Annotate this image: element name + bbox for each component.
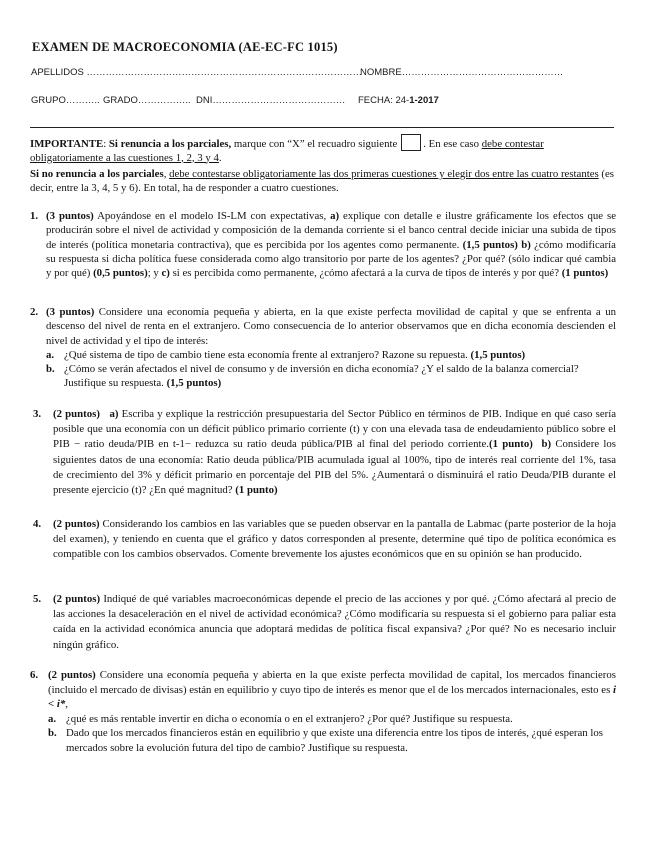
- question-body: (3 puntos) Apoyándose en el modelo IS-LM con expectativas, a) explique con detalle e ilustre gráficamente los efectos que se producirán sobre el nivel de actividad y composición de la demanda corriente si el banco central decide iniciar una subida de tipos de interés (política monetaria contractiva), que es percibida por los agentes como permanente. (1,5 puntos) b) ¿cómo modificaría su respuesta si dicha política fuese considerada como algo transitorio por parte de los agentes? ¿Por qué? (sólo indicar qué cambia y por qué) (0,5 puntos); y c) si es percibida como permanente, ¿cómo afectará a la curva de tipos de interés y por qué? (1 puntos): [46, 210, 616, 280]
- sub-question-b: b. Dado que los mercados financieros están en equilibrio y que existe una diferencia entre los tipos de interés, ¿qué esperan los mercados sobre la evolución futura del tipo de cambio? Justifique su respuesta.: [48, 727, 603, 754]
- no-renuncia-obligation: debe contestarse obligatoriamente las dos primeras cuestiones y elegir dos entre las cuatro restantes: [169, 168, 599, 180]
- question-3: [33, 407, 616, 498]
- question-number: 2.: [30, 306, 39, 318]
- fecha-day: 1: [409, 95, 415, 106]
- question-number: 5.: [33, 593, 42, 605]
- question-points: (2 puntos): [53, 408, 100, 420]
- question-body: (2 puntos) Indiqué de qué variables macroeconómicas depende el precio de las acciones y por qué. ¿Cómo afectará al precio de las acciones la desaceleración en el nivel de actividad económica? ¿Cómo modificaría su respuesta si el gobierno para paliar esta caída en la actividad económica anuncia que adoptará medidas de política fiscal expansiva? ¿Por qué? No es necesario incluir ningún gráfico.: [53, 593, 616, 651]
- grupo-field[interactable]: GRUPO………..: [31, 95, 100, 106]
- question-4: [33, 517, 616, 563]
- sub-question-b: b. ¿Cómo se verán afectados el nivel de consumo y de inversión en dicha economía? ¿Y el saldo de la balanza comercial? Justifique su respuesta. (1,5 puntos): [46, 363, 579, 390]
- renuncia-checkbox[interactable]: [401, 134, 421, 151]
- question-points: (2 puntos): [48, 669, 96, 681]
- question-body: (2 puntos) a) Escriba y explique la restricción presupuestaria del Sector Público en términos de PIB. Indique en qué caso sería posible que una economía con un déficit público primario corriente (t) y con una elevada tasa de endeudamiento público sobre el PIB − ratio deuda/PIB en t-1− reduzca su ratio deuda pública/PIB al final del periodo corriente.(1 punto) b) Considere los siguientes datos de una economía: Ratio deuda pública/PIB acumulada igual al 100%, tipo de interés real corriente del 1%, tasa de crecimiento del 3% y déficit primario en porcentaje del PIB del 5%. ¿Aumentará o disminuirá el ratio Deuda/PIB durante el presente ejercicio (t)? ¿En qué magnitud? (1 punto): [53, 408, 616, 497]
- question-body: (3 puntos) Considere una economía pequeña y abierta, en la que existe perfecta movilidad de capital y que se enfrenta a un descenso del nivel de renta en el extranjero. Como consecuencia de lo anterior observamos que en dicha economía descienden el nivel de actividad y el tipo de interés:: [46, 306, 616, 347]
- question-number: 4.: [33, 518, 42, 530]
- importante-notice: IMPORTANTE: Si renuncia a los parciales, marque con “X” el recuadro siguiente . En ese caso debe contestar obligatoriamente a las cuestiones 1, 2, 3 y 4.: [30, 134, 614, 165]
- question-points: (3 puntos): [46, 210, 94, 222]
- question-points: (2 puntos): [53, 518, 100, 530]
- fecha-label: FECHA: 24-: [358, 95, 410, 106]
- question-number: 6.: [30, 669, 39, 681]
- question-1: [30, 209, 616, 280]
- sub-question-a: a. ¿Qué sistema de tipo de cambio tiene esta economía frente al extranjero? Razone su repuesta. (1,5 puntos): [46, 348, 526, 361]
- question-2: [30, 305, 616, 391]
- exam-title: EXAMEN DE MACROECONOMIA (AE-EC-FC 1015): [32, 40, 338, 54]
- sub-question-a: a. ¿qué es más rentable invertir en dicha o economía o en el extranjero? ¿Por qué? Justifique su respuesta.: [48, 712, 513, 725]
- question-points: (3 puntos): [46, 306, 95, 318]
- question-number: 1.: [30, 210, 39, 222]
- question-5: [33, 592, 616, 653]
- question-number: 3.: [33, 408, 42, 420]
- nombre-field[interactable]: NOMBRE……………………………………………: [360, 67, 564, 78]
- fecha-field: [358, 95, 439, 106]
- apellidos-field[interactable]: APELLIDOS ……………………………………………………………………………: [31, 67, 362, 78]
- fecha-year: -2017: [414, 95, 439, 106]
- interest-inequality: i < i*: [48, 683, 616, 711]
- question-body: (2 puntos) Considerando los cambios en las variables que se pueden observar en la pantalla de Labmac (parte posterior de la hoja del examen), y teniendo en cuenta que el gráfico y datos corresponden al presente, determine qué tipo de política económica es compatible con los cambios observados. Comente brevemente los ajustes económicos que en su opinión se han producido.: [53, 518, 616, 561]
- question-points: (2 puntos): [53, 593, 101, 605]
- question-body: (2 puntos) Considere una economía pequeña y abierta en la que existe perfecta movilidad de capital, los mercados financieros (incluido el mercado de divisas) están en equilibrio y cuyo tipo de interés es menor que el de los mercados internacionales, esto es i < i*,: [48, 669, 617, 711]
- importante-condition: Si renuncia a los parciales,: [108, 138, 232, 150]
- grado-field[interactable]: GRADO……………..: [103, 95, 191, 106]
- importante-label: IMPORTANTE: [30, 138, 104, 150]
- importante-obligation: debe contestar obligatoriamente a las cuestiones 1, 2, 3 y 4: [30, 138, 544, 164]
- dni-field[interactable]: DNI……………………………………: [196, 95, 346, 106]
- header-divider: [30, 127, 614, 128]
- no-renuncia-notice: Si no renuncia a los parciales, debe contestarse obligatoriamente las dos primeras cuestiones y elegir dos entre las cuatro restantes (es decir, entre la 3, 4, 5 y 6). En total, ha de responder a cuatro cuestiones.: [30, 168, 615, 194]
- question-6: [30, 668, 616, 756]
- no-renuncia-label: Si no renuncia a los parciales: [30, 168, 164, 180]
